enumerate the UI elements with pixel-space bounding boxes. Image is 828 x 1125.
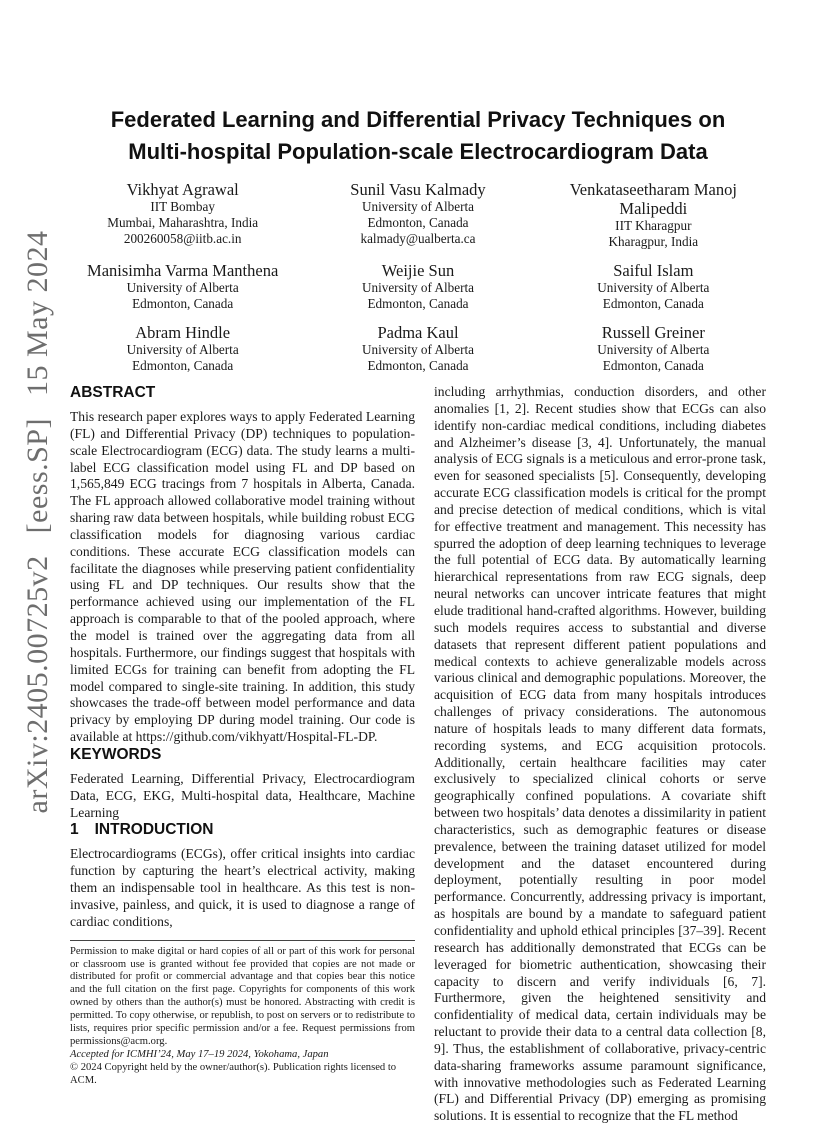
author-name: Russell Greiner [601,323,705,342]
author-name: Saiful Islam [613,261,694,280]
author-block [305,180,530,250]
author-location: Edmonton, Canada [367,358,469,373]
left-column [70,384,415,1125]
author-location: Edmonton, Canada [602,358,704,373]
author-name: Weijie Sun [381,261,455,280]
author-name: Venkataseetharam Manoj Malipeddi [569,180,737,218]
abstract-heading: ABSTRACT [70,384,156,401]
author-email: 200260058@iitb.ac.in [123,231,242,246]
author-block [541,180,766,250]
github-link[interactable]: https://github.com/vikhyatt/Hospital-FL-DP [135,729,374,745]
abstract-text-body: This research paper explores ways to apply Federated Learning (FL) and Differential Privacy (DP) techniques to population-scale Electrocardiogram (ECG) data. The study learns a multi-label ECG classification model using FL and DP based on 1,565,849 ECG tracings from 7 hospitals in Alberta, Canada. The FL approach allowed collaborative model training without sharing raw data between hospitals, while building robust ECG classification models for diagnosing various cardiac conditions. These accurate ECG classification models can facilitate the diagnoses while preserving patient confidentiality using FL and DP techniques. Our results show that the performance achieved using our implementation of the FL approach is comparable to that of the pooled approach, where the model is trained over the aggregating data from all hospitals. Furthermore, our findings suggest that hospitals with limited ECGs for training can benefit from adopting the FL model compared to single-site training. In addition, this study showcases the trade-off between model performance and data privacy by employing DP during model training. Our code is available at [70,409,415,745]
paper-title [70,104,766,168]
arxiv-date: 15 May 2024 [21,230,54,397]
abstract-text [70,409,415,746]
paper-title-line2: Multi-hospital Population-scale Electrocardiogram Data [128,139,708,164]
author-location: Edmonton, Canada [367,215,469,230]
introduction-text: Electrocardiograms (ECGs), offer critical insights into cardiac function by capturing the heart’s electrical activity, making them an indispensable tool in healthcare. As this test is non-invasive, painless, and quick, it is used to diagnose a range of cardiac conditions, [70,846,415,929]
author-location: Edmonton, Canada [132,358,234,373]
author-block [541,323,766,374]
keywords-text: Federated Learning, Differential Privacy, Electrocardiogram Data, ECG, EKG, Multi-hospital data, Healthcare, Machine Learning [70,770,415,820]
author-location: Mumbai, Maharashtra, India [107,215,259,230]
author-location: Edmonton, Canada [602,296,704,311]
two-column-body [70,384,766,1125]
author-affiliation: University of Alberta [361,199,475,214]
arxiv-id: arXiv:2405.00725v2 [21,555,54,814]
paper-page [70,0,766,1125]
author-affiliation: University of Alberta [361,342,475,357]
section-title: INTRODUCTION [94,821,214,839]
author-block [305,261,530,312]
arxiv-category: [eess.SP] [21,418,54,534]
author-block [70,180,295,250]
author-location: Kharagpur, India [608,234,699,249]
footnote-block [70,940,415,1088]
author-affiliation: University of Alberta [126,342,239,357]
author-block [305,323,530,374]
paper-title-line1: Federated Learning and Differential Privacy Techniques on [110,107,726,132]
author-affiliation: University of Alberta [361,280,475,295]
author-block [70,261,295,312]
author-affiliation: University of Alberta [597,280,710,295]
abstract-text-period: . [373,729,378,745]
author-affiliation: University of Alberta [126,280,239,295]
author-location: Edmonton, Canada [367,296,469,311]
author-name: Padma Kaul [377,323,459,342]
right-column [434,384,766,1125]
introduction-continued-text: including arrhythmias, conduction disorders, and other anomalies [1, 2]. Recent studies show that ECGs can also identify non-cardiac medical conditions, including diabetes and Alzheimer’s disease [3, 4]. Unfortunately, the manual analysis of ECG signals is a meticulous and error-prone task, even for seasoned specialists [5]. Consequently, developing accurate ECG classification models is critical for the prompt and precise detection of medical conditions, which is vital for effective treatment and management. This necessity has spurred the adoption of deep learning techniques to leverage the full potential of ECG data. By automatically learning hierarchical representations from raw ECG signals, deep neural networks can uncover intricate features that might elude traditional hand-crafted algorithms. However, building such models requires access to substantial and diverse datasets that represent different patient populations and medical contexts to achieve generalizable models across various clinical and demographic populations. Moreover, the acquisition of ECG data from many hospitals introduces challenges of privacy considerations. The autonomous nature of hospitals leads to many different data formats, recording systems, and ECG acquisition protocols. Additionally, certain healthcare facilities may cater exclusively to specialized clinical cohorts or serve geographically confined populations. A covariate shift between two hospitals’ data denotes a dissimilarity in patient characteristics, such as demographic features or disease prevalence, between the training dataset utilized for model development and the dataset encountered during deployment, potentially resulting in poor model performance. Concurrently, addressing privacy is important, as hospitals are bound by a mandate to safeguard patient confidentiality and uphold ethical principles [37–39]. Recent research has additionally demonstrated that ECGs can be leveraged for biometric authentication, showcasing their capacity to discern and verify individuals [6, 7]. Furthermore, given the heightened sensitivity and confidentiality of medical data, certain individuals may be reluctant to provide their data to a central data collection [8, 9]. Thus, the establishment of collaborative, privacy-centric data-sharing frameworks assume paramount significance, with innovative methodologies such as Federated Learning (FL) and Differential Privacy (DP) emerging as promising solutions. It is essential to recognize that the FL method [434,384,766,1124]
introduction-heading [70,821,415,839]
author-name: Vikhyat Agrawal [126,180,239,199]
author-block [70,323,295,374]
author-location: Edmonton, Canada [132,296,234,311]
copyright-notice: © 2024 Copyright held by the owner/author(s). Publication rights licensed to ACM. [70,1061,397,1086]
permission-notice: Permission to make digital or hard copies of all or part of this work for personal or classroom use is granted without fee provided that copies are not made or distributed for profit or commercial advantage and that copies bear this notice and the full citation on the first page. Copyrights for components of this work owned by others than the author(s) must be honored. Abstracting with credit is permitted. To copy otherwise, or republish, to post on servers or to redistribute to lists, requires prior specific permission and/or a fee. Request permissions from permissions@acm.org. [70,945,415,1047]
author-grid [70,180,766,374]
author-affiliation: IIT Bombay [150,199,215,214]
author-affiliation: University of Alberta [597,342,710,357]
acceptance-note: Accepted for ICMHI’24, May 17–19 2024, Yokohama, Japan [70,1048,329,1060]
author-block [541,261,766,312]
author-name: Sunil Vasu Kalmady [350,180,486,199]
author-email: kalmady@ualberta.ca [360,231,476,246]
author-affiliation: IIT Kharagpur [615,218,692,233]
section-number: 1 [70,821,79,839]
keywords-heading: KEYWORDS [70,745,162,763]
arxiv-watermark [21,231,55,814]
author-name: Abram Hindle [135,323,231,342]
author-name: Manisimha Varma Manthena [87,261,279,280]
